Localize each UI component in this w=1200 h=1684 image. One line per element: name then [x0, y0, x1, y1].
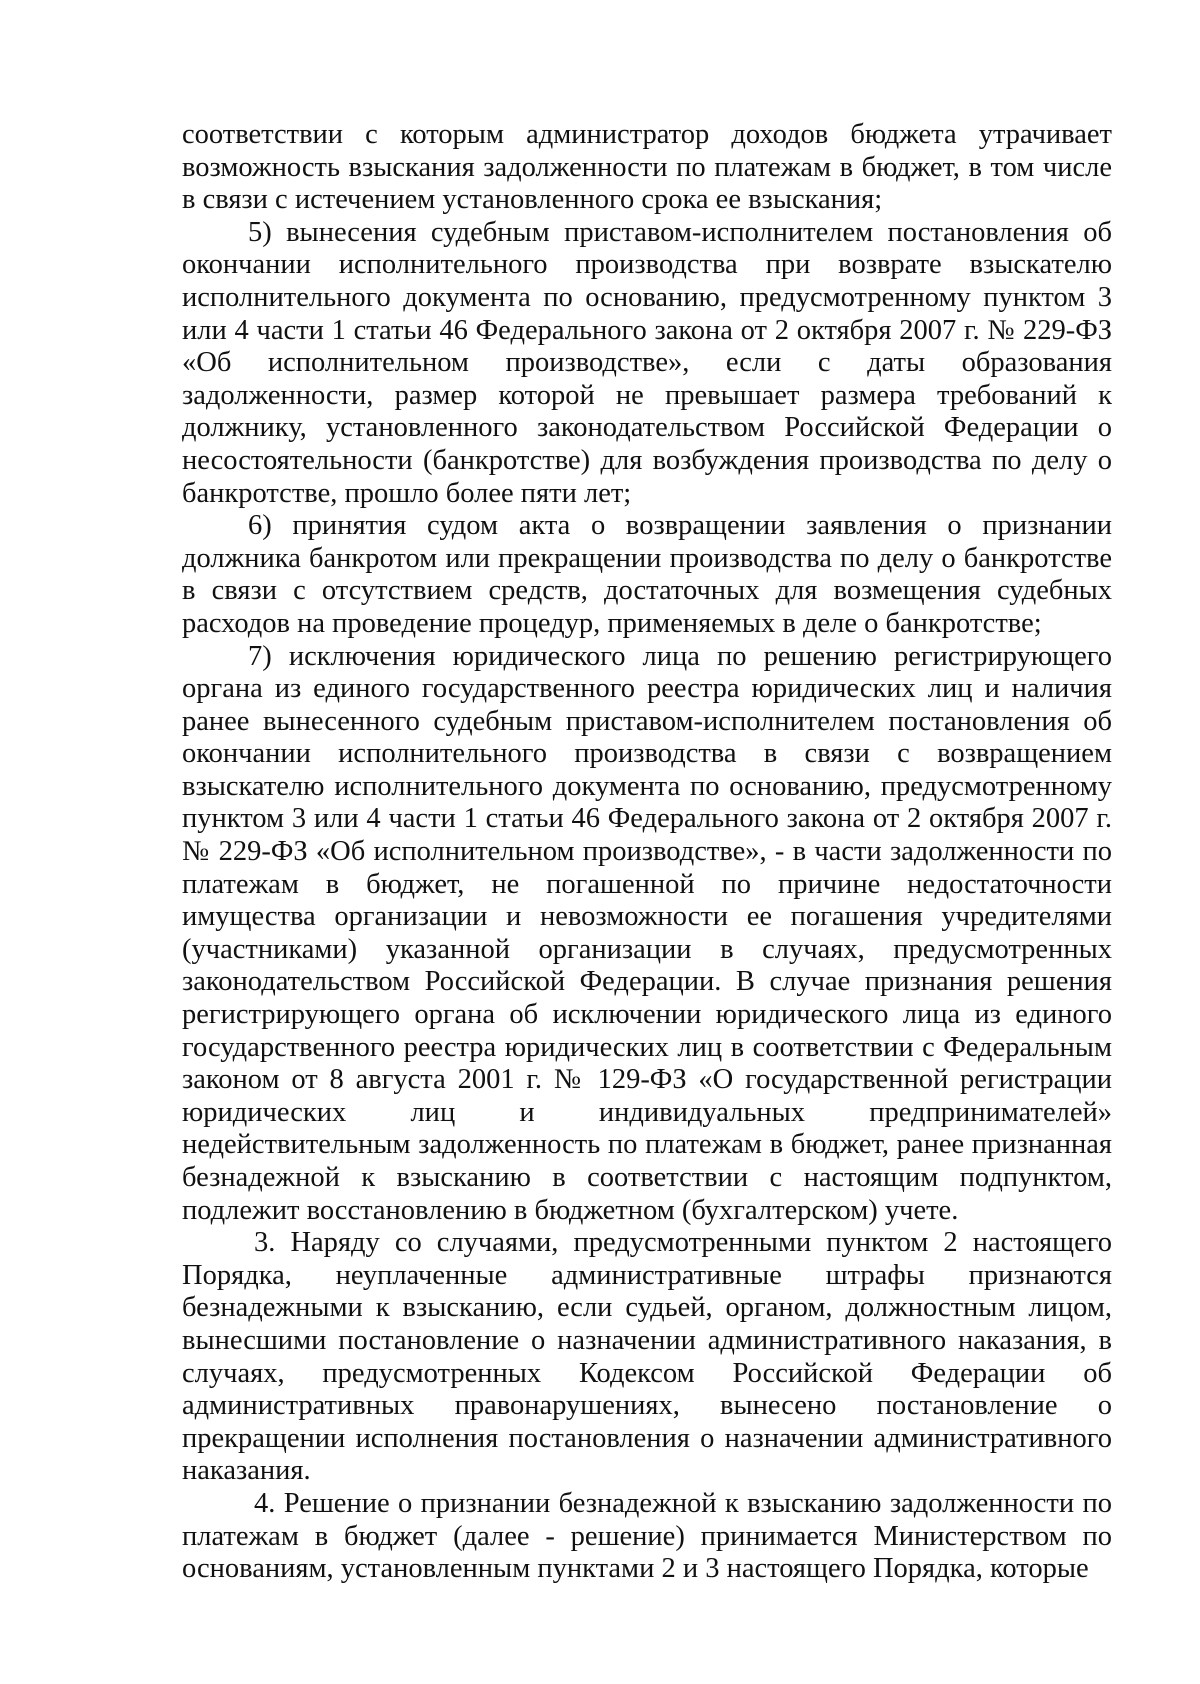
document-body — [182, 119, 1112, 1586]
paragraph-item-6: 6) принятия судом акта о возвращении заявления о признании должника банкротом или прекращении производства по делу о банкротстве в связи с отсутствием средств, достаточных для возмещения судебных расходов на проведение процедур, применяемых в деле о банкротстве; — [182, 510, 1112, 639]
paragraph-item-7: 7) исключения юридического лица по решению регистрирующего органа из единого государственного реестра юридических лиц и наличия ранее вынесенного судебным приставом-исполнителем постановления об окончании исполнительного производства в связи с возвращением взыскателю исполнительного документа по основанию, предусмотренному пунктом 3 или 4 части 1 статьи 46 Федерального закона от 2 октября 2007 г. № 229-ФЗ «Об исполнительном производстве», - в части задолженности по платежам в бюджет, не погашенной по причине недостаточности имущества организации и невозможности ее погашения учредителями (участниками) указанной организации в случаях, предусмотренных законодательством Российской Федерации. В случае признания решения регистрирующего органа об исключении юридического лица из единого государственного реестра юридических лиц в соответствии с Федеральным законом от 8 августа 2001 г. № 129-ФЗ «О государственной регистрации юридических лиц и индивидуальных предпринимателей» недействительным задолженность по платежам в бюджет, ранее признанная безнадежной к взысканию в соответствии с настоящим подпунктом, подлежит восстановлению в бюджетном (бухгалтерском) учете. — [182, 640, 1112, 1226]
paragraph-clause-3: 3. Наряду со случаями, предусмотренными пунктом 2 настоящего Порядка, неуплаченные административные штрафы признаются безнадежными к взысканию, если судьей, органом, должностным лицом, вынесшими постановление о назначении административного наказания, в случаях, предусмотренных Кодексом Российской Федерации об административных правонарушениях, вынесено постановление о прекращении исполнения постановления о назначении административного наказания. — [182, 1227, 1112, 1487]
paragraph-item-5: 5) вынесения судебным приставом-исполнителем постановления об окончании исполнительного производства при возврате взыскателю исполнительного документа по основанию, предусмотренному пунктом 3 или 4 части 1 статьи 46 Федерального закона от 2 октября 2007 г. № 229-ФЗ «Об исполнительном производстве», если с даты образования задолженности, размер которой не превышает размера требований к должнику, установленного законодательством Российской Федерации о несостоятельности (банкротстве) для возбуждения производства по делу о банкротстве, прошло более пяти лет; — [182, 216, 1112, 509]
paragraph-clause-4: 4. Решение о признании безнадежной к взысканию задолженности по платежам в бюджет (далее - решение) принимается Министерством по основаниям, установленным пунктами 2 и 3 настоящего Порядка, которые — [182, 1487, 1112, 1585]
paragraph-continuation: соответствии с которым администратор доходов бюджета утрачивает возможность взыскания задолженности по платежам в бюджет, в том числе в связи с истечением установленного срока ее взыскания; — [182, 119, 1112, 216]
